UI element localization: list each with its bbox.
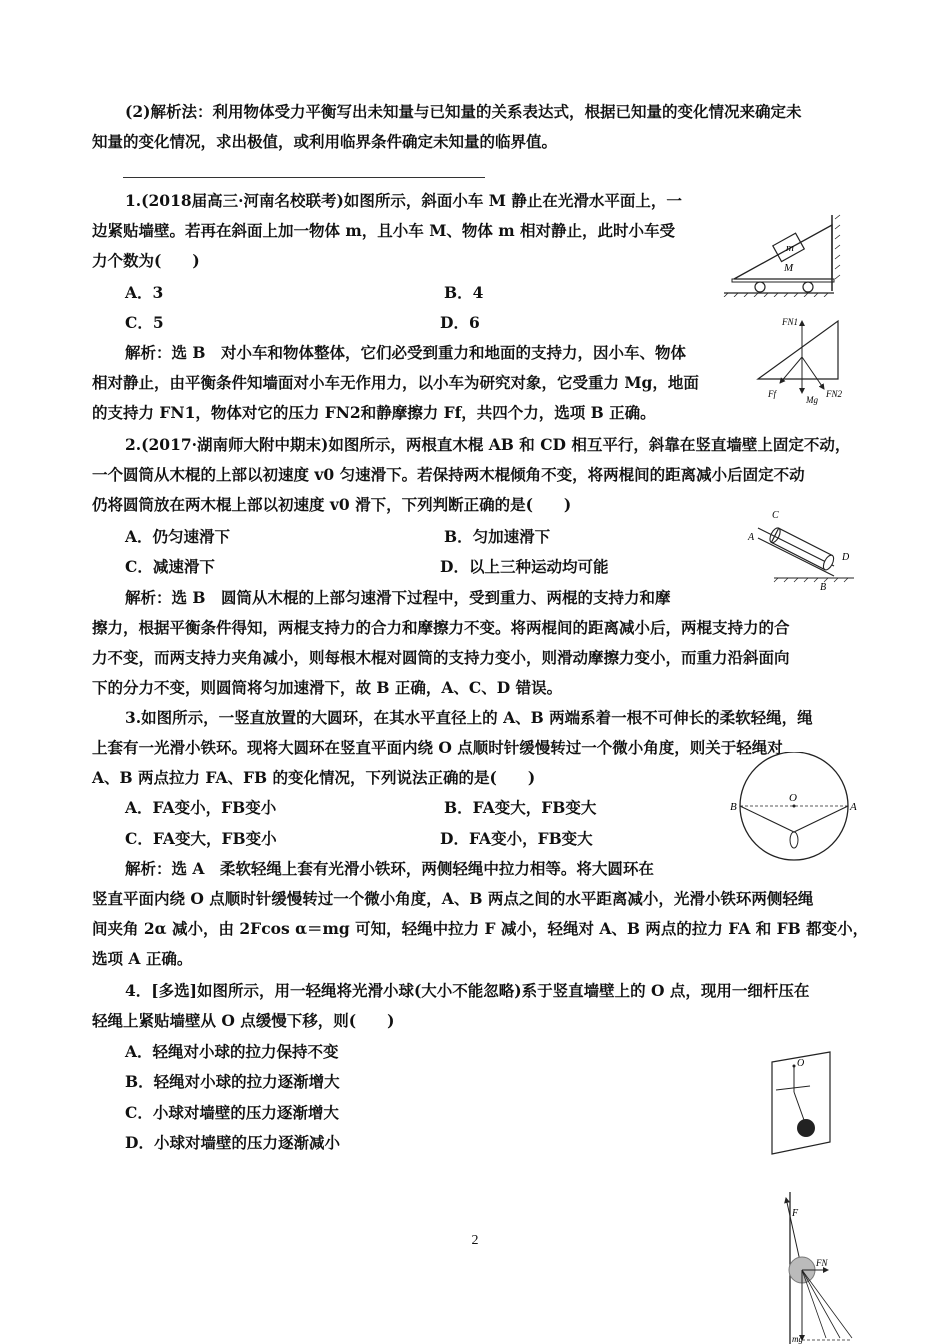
q4-option-d: D．小球对墙壁的压力逐渐减小 — [125, 1133, 340, 1152]
q1-answer-line-1: 解析：选 B 对小车和物体整体，它们必受到重力和地面的支持力，因小车、物体 — [125, 343, 686, 362]
q4-stem-line-1: 4．[多选]如图所示，用一轻绳将光滑小球(大小不能忽略)系于竖直墙壁上的 O 点，现用一细杆压在 — [125, 981, 810, 1000]
q3-stem-line-1: 3.如图所示，一竖直放置的大圆环，在其水平直径上的 A、B 两端系着一根不可伸长的柔软轻绳，绳 — [125, 708, 813, 727]
q2-option-d: D．以上三种运动均可能 — [440, 557, 609, 576]
q2-answer-line-1: 解析：选 B 圆筒从木棍的上部匀速滑下过程中，受到重力、两棍的支持力和摩 — [125, 588, 671, 607]
q1-option-a: A．3 — [125, 283, 164, 302]
q1-mg-label: Mg — [806, 395, 818, 405]
q4-wall-ball-figure — [764, 1050, 844, 1160]
q2-option-c: C．减速滑下 — [125, 557, 215, 576]
q1-incline-cart-figure — [722, 205, 842, 297]
q3-stem-line-3: A、B 两点拉力 FA、FB 的变化情况，下列说法正确的是( ) — [92, 768, 536, 787]
q4-stem-line-2: 轻绳上紧贴墙壁从 O 点缓慢下移，则( ) — [92, 1011, 395, 1030]
q2-label-c: C — [772, 510, 779, 521]
q3-label-b: B — [730, 801, 737, 813]
q1-stem-line-2: 边紧贴墙壁。若再在斜面上加一物体 m，且小车 M、物体 m 相对静止，此时小车受 — [92, 221, 676, 240]
q3-answer-line-4: 选项 A 正确。 — [92, 949, 193, 968]
q1-fn2-label: FN2 — [826, 389, 843, 399]
q1-stem-line-3: 力个数为( ) — [92, 251, 200, 270]
q4-force-diagram-figure — [780, 1190, 862, 1344]
intro-line-1: (2)解析法：利用物体受力平衡写出未知量与已知量的关系表达式，根据已知量的变化情况来确定未 — [125, 102, 802, 121]
q2-label-a: A — [748, 532, 755, 543]
q2-stem-line-1: 2.(2017·湖南师大附中期末)如图所示，两根直木棍 AB 和 CD 相互平行，斜靠在竖直墙壁上固定不动， — [125, 435, 851, 454]
q3-option-c: C．FA变大，FB变小 — [125, 829, 277, 848]
q3-label-o: O — [789, 792, 797, 804]
q1-answer-line-2: 相对静止，由平衡条件知墙面对小车无作用力，以小车为研究对象，它受重力 Mg，地面 — [92, 373, 699, 392]
q2-label-b: B — [820, 582, 827, 592]
q4-option-b: B．轻绳对小球的拉力逐渐增大 — [125, 1072, 340, 1091]
q2-answer-line-4: 下的分力不变，则圆筒将匀加速滑下，故 B 正确，A、C、D 错误。 — [92, 678, 563, 697]
q2-stem-line-3: 仍将圆筒放在两木棍上部以初速度 v0 滑下，下列判断正确的是( ) — [92, 495, 572, 514]
section-divider — [123, 177, 485, 178]
q1-force-diagram-figure — [752, 313, 852, 405]
q3-stem-line-2: 上套有一光滑小铁环。现将大圆环在竖直平面内绕 O 点顺时针缓慢转过一个微小角度，则关于轻绳对 — [92, 738, 783, 757]
q1-option-d: D．6 — [440, 313, 480, 332]
page-number: 2 — [471, 1233, 479, 1248]
q1-mass-M-label: M — [784, 262, 794, 274]
q2-label-d: D — [842, 552, 850, 563]
q2-stem-line-2: 一个圆筒从木棍的上部以初速度 v0 匀速滑下。若保持两木棍倾角不变，将两棍间的距离减小后固定不动 — [92, 465, 805, 484]
q4-label-fn: FN — [816, 1258, 828, 1268]
q3-option-d: D．FA变小，FB变大 — [440, 829, 593, 848]
q4-option-c: C．小球对墙壁的压力逐渐增大 — [125, 1103, 339, 1122]
q1-option-c: C．5 — [125, 313, 164, 332]
q3-answer-line-1: 解析：选 A 柔软轻绳上套有光滑小铁环，两侧轻绳中拉力相等。将大圆环在 — [125, 859, 654, 878]
q1-fn1-label: FN1 — [782, 317, 799, 327]
q1-answer-line-3: 的支持力 FN1，物体对它的压力 FN2和静摩擦力 Ff，共四个力，选项 B 正确。 — [92, 403, 656, 422]
q4-option-a: A．轻绳对小球的拉力保持不变 — [125, 1042, 339, 1061]
q1-option-b: B．4 — [444, 283, 484, 302]
q2-option-b: B．匀加速滑下 — [444, 527, 551, 546]
q4-label-mg: mg — [792, 1334, 803, 1344]
q4-label-o: O — [797, 1058, 805, 1069]
q3-ring-figure — [728, 752, 860, 862]
q2-rods-cylinder-figure — [744, 506, 856, 592]
q3-answer-line-2: 竖直平面内绕 O 点顺时针缓慢转过一个微小角度，A、B 两点之间的水平距离减小，光滑小铁环两侧轻绳 — [92, 889, 814, 908]
q3-option-a: A．FA变小，FB变小 — [125, 798, 277, 817]
q4-label-f: F — [792, 1208, 799, 1219]
q1-mass-m-label: m — [786, 242, 794, 254]
q3-label-a: A — [850, 801, 857, 813]
intro-line-2: 知量的变化情况，求出极值，或利用临界条件确定未知量的临界值。 — [92, 132, 558, 151]
q2-answer-line-3: 力不变，而两支持力夹角减小，则每根木棍对圆筒的支持力变小，则滑动摩擦力变小，而重力沿斜面向 — [92, 648, 790, 667]
q3-option-b: B．FA变大，FB变大 — [444, 798, 597, 817]
q2-answer-line-2: 擦力，根据平衡条件得知，两棍支持力的合力和摩擦力不变。将两棍间的距离减小后，两棍支持力的合 — [92, 618, 790, 637]
q1-stem-line-1: 1.(2018届高三·河南名校联考)如图所示，斜面小车 M 静止在光滑水平面上，一 — [125, 191, 682, 210]
q3-answer-line-3: 间夹角 2α 减小，由 2Fcos α＝mg 可知，轻绳中拉力 F 减小，轻绳对 A、B 两点的拉力 FA 和 FB 都变小， — [92, 919, 869, 938]
q2-option-a: A．仍匀速滑下 — [125, 527, 231, 546]
q1-ff-label: Ff — [768, 389, 776, 399]
